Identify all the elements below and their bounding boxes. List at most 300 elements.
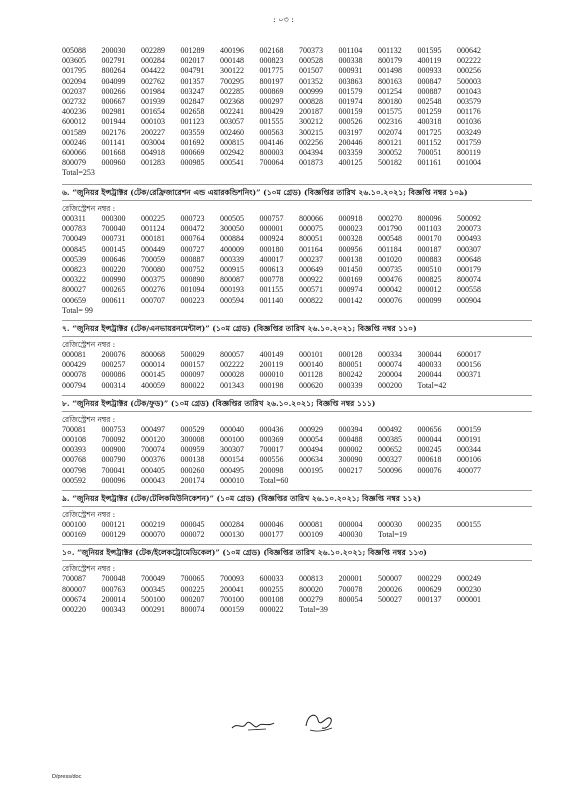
- registration-number: 002942: [220, 148, 244, 158]
- registration-number: 800429: [259, 107, 284, 117]
- registration-label: রেজিস্ট্রেশন নম্বর :: [62, 564, 116, 574]
- registration-number: 003359: [338, 148, 363, 158]
- registration-number: 000915: [220, 265, 244, 275]
- registration-number: 000494: [299, 445, 323, 455]
- empty-cell: [378, 476, 416, 486]
- registration-number: 001103: [417, 224, 442, 234]
- registration-number: 002037: [62, 86, 86, 96]
- registration-number: 000311: [62, 214, 86, 223]
- registration-number: 001795: [62, 66, 86, 76]
- registration-number: 000030: [378, 520, 402, 530]
- registration-number: 000187: [417, 244, 442, 254]
- registration-number: 002285: [220, 86, 244, 96]
- registration-number: 000327: [378, 455, 402, 465]
- registration-number: 800051: [299, 234, 323, 244]
- registration-number: 000884: [220, 234, 244, 244]
- registration-number: 000933: [417, 66, 442, 76]
- registration-number: 300122: [220, 66, 244, 76]
- registration-number: 000476: [378, 275, 402, 285]
- registration-number: 700049: [62, 234, 86, 244]
- registration-number: 000180: [259, 244, 284, 254]
- registration-label: রেজিস্ট্রেশন নম্বর :: [62, 414, 116, 424]
- registration-number: 000900: [101, 445, 126, 455]
- registration-number: 000822: [299, 295, 323, 305]
- registration-number: 800020: [299, 584, 323, 594]
- registration-number: 500003: [457, 76, 481, 86]
- registration-number: 003559: [180, 127, 205, 137]
- section-divider: [62, 411, 532, 412]
- registration-number: 000723: [180, 214, 205, 223]
- registration-number: 005088: [62, 46, 86, 55]
- empty-cell: [418, 605, 456, 615]
- registration-number: 004791: [180, 66, 205, 76]
- registration-number: 000735: [378, 265, 402, 275]
- empty-cell: [457, 605, 495, 615]
- registration-number: 003247: [180, 86, 205, 96]
- registration-number: 001184: [378, 244, 402, 254]
- registration-number: 400236: [62, 107, 86, 117]
- registration-label: রেজিস্ট্রেশন নম্বর :: [62, 510, 116, 520]
- registration-number: 000220: [101, 265, 126, 275]
- registration-number: 000100: [62, 520, 86, 530]
- registration-number: 000276: [141, 285, 165, 295]
- registration-number: 800066: [299, 214, 323, 223]
- registration-number: 000757: [259, 214, 284, 223]
- registration-number: 000249: [457, 574, 481, 584]
- section-heading: ১০. “জুনিয়র ইন্সট্রাক্টর (টেক/ইলেকট্রোমেডিকেল)” (১০ম গ্রেড) (বিজ্ঞপ্তির তারিখ ২৬.১০.২০২১; বিজ্ঞপ্তি নম্বর ১১৩): [62, 548, 427, 558]
- registration-number: 004394: [299, 148, 323, 158]
- registration-number: 000571: [299, 285, 323, 295]
- registration-number: 002094: [62, 76, 86, 86]
- empty-cell: [457, 476, 495, 486]
- registration-number: 400017: [259, 254, 284, 264]
- registration-number: 200187: [299, 107, 323, 117]
- registration-number: 000974: [338, 285, 363, 295]
- registration-number: 500092: [457, 214, 481, 223]
- registration-number: 200004: [378, 370, 402, 380]
- registration-number: 000959: [180, 445, 205, 455]
- registration-number: 000096: [101, 475, 126, 485]
- registration-number: 001036: [457, 117, 481, 127]
- registration-grid: [62, 520, 532, 540]
- registration-number: 000385: [378, 435, 402, 445]
- registration-number: 000731: [101, 234, 126, 244]
- registration-number: 800121: [378, 137, 402, 147]
- registration-number: 000040: [220, 424, 244, 434]
- registration-number: 002222: [220, 360, 244, 370]
- registration-number: 000266: [101, 86, 126, 96]
- registration-number: 000472: [180, 224, 205, 234]
- registration-number: 000548: [378, 234, 402, 244]
- registration-number: 300307: [220, 445, 244, 455]
- registration-number: 000960: [101, 158, 126, 168]
- registration-number: 000028: [220, 370, 244, 380]
- registration-number: 200026: [378, 584, 402, 594]
- registration-number: 700017: [259, 445, 284, 455]
- registration-number: 200446: [338, 137, 363, 147]
- registration-number: 400318: [417, 117, 442, 127]
- registration-number: 001104: [338, 46, 363, 55]
- section-9: [62, 490, 532, 540]
- registration-number: 000169: [62, 530, 86, 540]
- registration-number: 000159: [220, 605, 244, 615]
- registration-number: 000674: [62, 594, 86, 604]
- registration-number: 000492: [378, 424, 402, 434]
- section-8: [62, 395, 532, 486]
- registration-number: 002241: [220, 107, 244, 117]
- registration-number: 000004: [338, 520, 363, 530]
- registration-number: 000157: [180, 360, 205, 370]
- registration-number: 002847: [180, 97, 205, 107]
- registration-number: 700092: [101, 435, 126, 445]
- registration-number: 700040: [101, 224, 126, 234]
- registration-number: 001283: [141, 158, 165, 168]
- registration-number: 000200: [378, 380, 402, 390]
- registration-number: 000120: [141, 435, 165, 445]
- registration-number: 000667: [101, 97, 126, 107]
- registration-number: 000563: [259, 127, 284, 137]
- section-7: [62, 320, 532, 391]
- sections-container: [62, 182, 532, 619]
- registration-number: 000121: [101, 520, 126, 530]
- registration-number: 000922: [299, 275, 323, 285]
- empty-cell: [457, 381, 495, 391]
- registration-number: 000338: [338, 56, 363, 66]
- registration-number: 001357: [180, 76, 205, 86]
- registration-number: 000752: [180, 265, 205, 275]
- registration-number: 200119: [259, 360, 284, 370]
- section-divider: [62, 395, 532, 396]
- registration-number: 000768: [62, 455, 86, 465]
- registration-number: 300050: [220, 224, 244, 234]
- section-10: [62, 544, 532, 615]
- registration-number: 000001: [259, 224, 284, 234]
- registration-number: 000075: [299, 224, 323, 234]
- registration-number: 200227: [141, 127, 165, 137]
- registration-number: 000230: [457, 584, 481, 594]
- registration-number: 000659: [62, 295, 86, 305]
- registration-number: 001873: [299, 158, 323, 168]
- registration-number: 000265: [101, 285, 126, 295]
- registration-number: 000883: [417, 254, 442, 264]
- registration-number: 700078: [338, 584, 363, 594]
- section-divider: [62, 200, 532, 201]
- block-total: Total= 99: [62, 305, 93, 315]
- registration-number: 001595: [417, 46, 442, 55]
- registration-number: 000207: [180, 594, 205, 604]
- registration-number: 000044: [417, 435, 442, 445]
- registration-number: 000541: [220, 158, 244, 168]
- registration-label: রেজিস্ট্রেশন নম্বর :: [62, 340, 116, 350]
- section-heading: ৯. “জুনিয়র ইন্সট্রাক্টর (টেক/টেলিকমিউনিকেশন)” (১০ম গ্রেড) (বিজ্ঞপ্তির তারিখ ২৬.১০.২০২১; বিজ্ঞপ্তি নম্বর ১১২): [62, 494, 421, 504]
- registration-number: 000142: [338, 295, 363, 305]
- registration-number: 001555: [259, 117, 284, 127]
- registration-number: 000100: [220, 435, 244, 445]
- registration-number: 000594: [220, 295, 244, 305]
- registration-number: 000592: [62, 475, 86, 485]
- registration-number: 000828: [299, 97, 323, 107]
- registration-number: 400119: [417, 56, 442, 66]
- registration-number: 500100: [141, 594, 165, 604]
- registration-number: 001020: [378, 254, 402, 264]
- registration-number: 000345: [141, 584, 165, 594]
- registration-number: 000526: [338, 117, 363, 127]
- registration-number: 000495: [220, 465, 244, 475]
- registration-number: 000109: [299, 530, 323, 540]
- registration-number: 000103: [141, 117, 165, 127]
- section-divider: [62, 544, 532, 545]
- registration-number: 300215: [299, 127, 323, 137]
- registration-number: 000159: [457, 424, 481, 434]
- registration-number: 000257: [101, 360, 126, 370]
- section-divider: [62, 506, 532, 507]
- registration-number: 000256: [457, 66, 481, 76]
- registration-number: 001944: [101, 117, 126, 127]
- registration-number: 000235: [417, 520, 442, 530]
- registration-number: 000393: [62, 445, 86, 455]
- registration-number: 000260: [180, 465, 205, 475]
- registration-number: 000042: [378, 285, 402, 295]
- registration-number: 001450: [338, 265, 363, 275]
- registration-number: 001124: [141, 224, 165, 234]
- registration-number: 000284: [141, 56, 165, 66]
- section-divider: [62, 320, 532, 321]
- registration-number: 000339: [220, 254, 244, 264]
- registration-number: 000322: [62, 275, 86, 285]
- footer-path: D/press/doc: [52, 774, 82, 780]
- registration-number: 000823: [62, 265, 86, 275]
- registration-number: 000099: [417, 295, 442, 305]
- registration-number: 000763: [101, 584, 126, 594]
- registration-number: 000225: [141, 214, 165, 223]
- registration-number: 700081: [62, 424, 86, 434]
- registration-number: 001668: [101, 148, 126, 158]
- section-divider: [62, 490, 532, 491]
- registration-number: 000220: [62, 605, 86, 615]
- registration-grid: [62, 350, 532, 391]
- registration-number: 003197: [338, 127, 363, 137]
- registration-number: 000156: [457, 360, 481, 370]
- registration-number: 000001: [457, 594, 481, 604]
- registration-number: 000070: [141, 530, 165, 540]
- registration-number: 800163: [378, 76, 402, 86]
- registration-number: 000556: [259, 455, 284, 465]
- empty-cell: [418, 530, 456, 540]
- registration-number: 001589: [62, 127, 86, 137]
- registration-number: 000217: [338, 465, 363, 475]
- registration-number: 000198: [259, 380, 284, 390]
- registration-number: 000219: [141, 520, 165, 530]
- registration-number: 700074: [141, 445, 165, 455]
- registration-number: 800264: [101, 66, 126, 76]
- registration-number: 002256: [299, 137, 323, 147]
- registration-number: 001759: [457, 137, 481, 147]
- registration-number: 400149: [259, 350, 284, 360]
- registration-number: 800007: [62, 584, 86, 594]
- registration-number: 200001: [338, 574, 363, 584]
- registration-number: 002732: [62, 97, 86, 107]
- registration-number: 001164: [299, 244, 323, 254]
- registration-number: 700093: [220, 574, 244, 584]
- registration-number: 000611: [101, 295, 126, 305]
- registration-number: 700100: [220, 594, 244, 604]
- registration-number: 002168: [259, 46, 284, 55]
- registration-number: 000054: [299, 435, 323, 445]
- registration-number: 000108: [259, 594, 284, 604]
- registration-number: 000106: [457, 455, 481, 465]
- registration-number: 400030: [338, 530, 363, 540]
- registration-number: 002981: [101, 107, 126, 117]
- registration-number: 001004: [457, 158, 481, 168]
- registration-number: 000108: [62, 435, 86, 445]
- empty-cell: [299, 476, 337, 486]
- registration-number: 500007: [378, 574, 402, 584]
- registration-number: 000245: [417, 445, 442, 455]
- registration-number: 800051: [338, 360, 363, 370]
- registration-number: 000045: [180, 520, 205, 530]
- registration-number: 000010: [259, 370, 284, 380]
- registration-number: 400077: [457, 465, 481, 475]
- registration-number: 001155: [259, 285, 284, 295]
- registration-number: 600017: [457, 350, 481, 360]
- registration-number: 001259: [417, 107, 442, 117]
- registration-number: 700048: [101, 574, 126, 584]
- signature-left: [228, 712, 278, 734]
- registration-number: 800119: [457, 148, 481, 158]
- section-heading: ৭. “জুনিয়র ইন্সট্রাক্টর (টেক/এনভায়রনমেন্টাল)” (১০ম গ্রেড) (বিজ্ঞপ্তির তারিখ ২৬.১০.২০২১; বিজ্ঞপ্তি নম্বর ১১০): [62, 324, 417, 334]
- registration-number: 000620: [299, 380, 323, 390]
- registration-number: 000195: [299, 465, 323, 475]
- registration-number: 002222: [457, 56, 481, 66]
- registration-number: 001094: [180, 285, 205, 295]
- registration-number: 000539: [62, 254, 86, 264]
- registration-number: 000436: [259, 424, 284, 434]
- registration-number: 004146: [259, 137, 284, 147]
- page-number: : ০৩ :: [273, 15, 294, 24]
- registration-number: 000307: [457, 244, 481, 254]
- registration-number: 001579: [338, 86, 363, 96]
- registration-number: 001498: [378, 66, 402, 76]
- registration-number: 001692: [180, 137, 205, 147]
- registration-number: 500182: [378, 158, 402, 168]
- registration-number: 000497: [141, 424, 165, 434]
- registration-number: 200044: [417, 370, 442, 380]
- registration-number: 800079: [62, 158, 86, 168]
- registration-number: 002548: [417, 97, 442, 107]
- first-registration-block: [62, 46, 532, 179]
- registration-number: 001254: [378, 86, 402, 96]
- registration-number: 000086: [101, 370, 126, 380]
- registration-number: 000371: [457, 370, 481, 380]
- registration-number: 800057: [220, 350, 244, 360]
- registration-number: 000279: [299, 594, 323, 604]
- section-6: [62, 184, 532, 316]
- empty-cell: [378, 605, 416, 615]
- registration-number: 200073: [457, 224, 481, 234]
- registration-number: 000869: [259, 86, 284, 96]
- registration-number: 300052: [378, 148, 402, 158]
- registration-grid: [62, 425, 532, 486]
- registration-number: 001775: [259, 66, 284, 76]
- registration-number: 200030: [101, 46, 126, 55]
- registration-number: 002791: [101, 56, 126, 66]
- registration-number: 000394: [338, 424, 363, 434]
- registration-number: 700051: [417, 148, 442, 158]
- registration-label: রেজিস্ট্রেশন নম্বর :: [62, 204, 116, 213]
- registration-number: 000138: [338, 254, 363, 264]
- registration-number: 000505: [220, 214, 244, 223]
- section-heading: ৮. “জুনিয়র ইন্সট্রাক্টর (টেক/ফুড)” (১০ম গ্রেড) (বিজ্ঞপ্তির তারিখ ২৬.১০.২০২১; বিজ্ঞপ্তি নম্বর ১১১): [62, 398, 376, 408]
- registration-number: 000904: [457, 295, 481, 305]
- registration-number: 000405: [141, 465, 165, 475]
- registration-number: 400125: [338, 158, 363, 168]
- registration-number: 000129: [101, 530, 126, 540]
- registration-number: 000081: [299, 520, 323, 530]
- registration-number: 700080: [141, 265, 165, 275]
- registration-number: 000237: [299, 254, 323, 264]
- registration-number: 002460: [220, 127, 244, 137]
- registration-number: 000046: [259, 520, 284, 530]
- registration-number: 200076: [101, 350, 126, 360]
- registration-number: 000010: [220, 475, 244, 485]
- registration-number: 002289: [141, 46, 165, 55]
- section-divider: [62, 560, 532, 561]
- registration-number: 800074: [180, 605, 205, 615]
- registration-number: 000130: [220, 530, 244, 540]
- registration-number: 000847: [417, 76, 442, 86]
- registration-number: 003579: [457, 97, 481, 107]
- section-heading: ৬. “জুনিয়র ইন্সট্রাক্টর (টেক/রেফ্রিজারেশন এন্ড এয়ারকন্ডিশনিং)” (১০ম গ্রেড) (বিজ্ঞপ্তির তারিখ ২৬.১০.২০২১; বিজ্ঞপ্তি নম্বর ১০৯): [62, 188, 468, 197]
- registration-number: 001141: [101, 137, 126, 147]
- registration-number: 000510: [417, 265, 442, 275]
- registration-number: 000002: [338, 445, 363, 455]
- registration-number: 000794: [62, 380, 86, 390]
- registration-number: 800179: [378, 56, 402, 66]
- registration-number: 600033: [259, 574, 284, 584]
- registration-number: 000223: [180, 295, 205, 305]
- registration-number: 000300: [101, 214, 126, 223]
- registration-number: 002316: [378, 117, 402, 127]
- registration-number: 000613: [259, 265, 284, 275]
- registration-number: 002176: [101, 127, 126, 137]
- registration-number: 000140: [299, 360, 323, 370]
- registration-number: 001939: [141, 97, 165, 107]
- registration-number: 000528: [299, 56, 323, 66]
- registration-number: 000138: [180, 455, 205, 465]
- registration-number: 000181: [141, 234, 165, 244]
- empty-cell: [339, 476, 377, 486]
- registration-number: 000078: [62, 370, 86, 380]
- registration-number: 003004: [141, 137, 165, 147]
- registration-number: 000072: [180, 530, 205, 540]
- registration-number: 003249: [457, 127, 481, 137]
- registration-grid: [62, 214, 532, 306]
- registration-number: 300008: [180, 435, 205, 445]
- registration-number: 001161: [417, 158, 442, 168]
- block-total: Total=60: [259, 475, 289, 485]
- registration-number: 002368: [220, 97, 244, 107]
- registration-number: 001575: [378, 107, 402, 117]
- registration-number: 000291: [141, 605, 165, 615]
- registration-number: 000375: [141, 275, 165, 285]
- registration-number: 001152: [417, 137, 442, 147]
- registration-number: 000493: [457, 234, 481, 244]
- registration-number: 000022: [259, 605, 284, 615]
- registration-number: 000284: [220, 520, 244, 530]
- registration-number: 000985: [180, 158, 205, 168]
- registration-number: 003605: [62, 56, 86, 66]
- registration-number: 001974: [338, 97, 363, 107]
